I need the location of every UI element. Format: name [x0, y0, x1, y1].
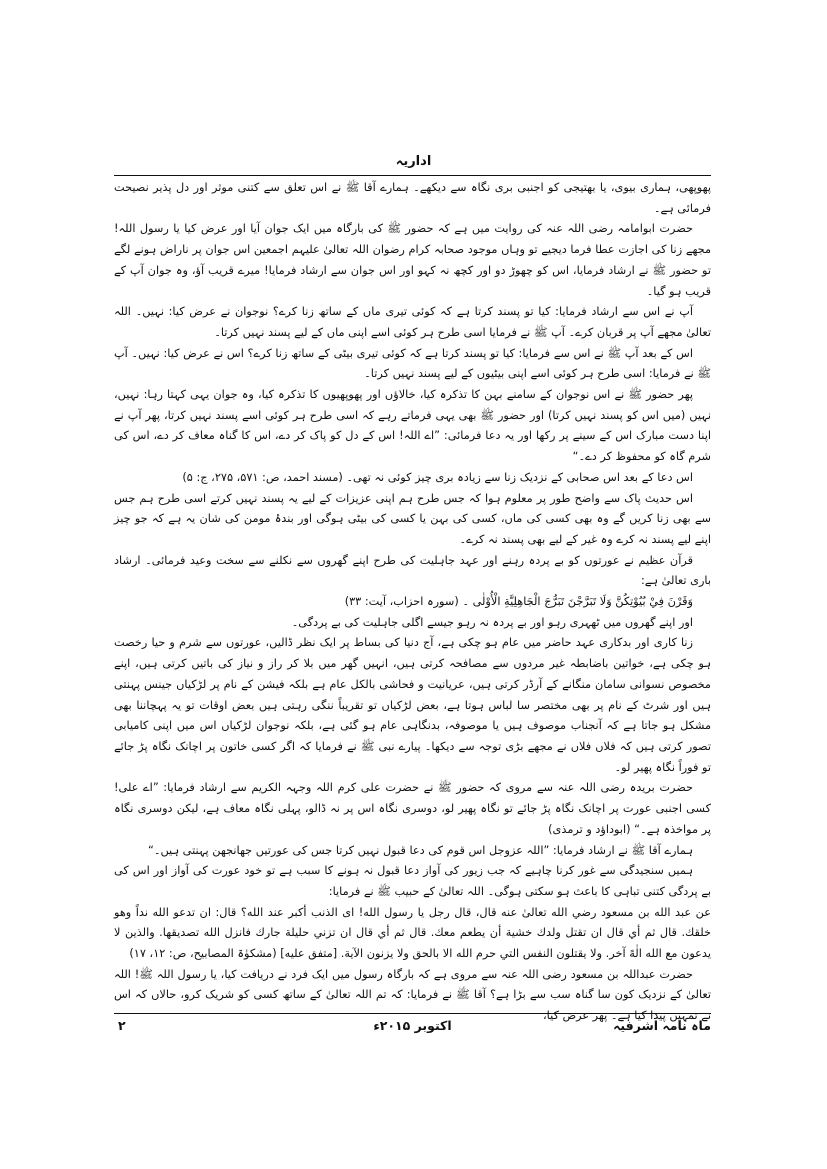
paragraph: اس کے بعد آپ ﷺ نے اس سے فرمایا: کیا تو پسند کرتا ہے کہ کوئی تیری بیٹی کے ساتھ زنا کرے؟ اس نے عرض کیا: نہیں۔ آپ ﷺ نے فرمایا: اسی طرح ہر کوئی اسے اپنی بیٹیوں کے لیے پسند نہیں کرتا۔	[114, 346, 711, 381]
paragraph: حضرت بریدہ رضی اللہ عنہ سے مروی کہ حضور ﷺ نے حضرت علی کرم اللہ وجہہ الکریم سے ارشاد فرمایا: ”اے علی! کسی اجنبی عورت پر اچانک نگاہ پڑ جائے تو نگاہ پھیر لو، دوسری نگاہ اس پر نہ ڈالو، پہلی نگاہ معاف ہے، لیکن دوسری نگاہ پر مواخذہ ہے۔“ (ابوداؤد و ترمذی)	[114, 781, 711, 836]
page-number: ۲	[118, 1018, 126, 1033]
paragraph: پھوپھی، ہماری بیوی، یا بھتیجی کو اجنبی بری نگاہ سے دیکھے۔ ہمارے آقا ﷺ نے اس تعلق سے کتنی موثر اور دل پذیر نصیحت فرمائی ہے۔	[114, 181, 711, 215]
quran-verse: وَقَرْنَ فِيْ بُيُوْتِكُنَّ وَلَا تَبَرَّجْنَ تَبَرُّجَ الْجَاهِلِيَّةِ الْأُوْلٰى ۔ (سورہ احزاب، آیت: ۳۳)	[344, 595, 693, 609]
paragraph: قرآن عظیم نے عورتوں کو بے پردہ رہنے اور عہد جاہلیت کی طرح اپنے گھروں سے نکلنے سے سخت وعید فرمائی۔ ارشاد باری تعالیٰ ہے:	[114, 553, 711, 588]
paragraph: پھر حضور ﷺ نے اس نوجوان کے سامنے بہن کا تذکرہ کیا، خالاؤں اور پھوپھیوں کا تذکرہ کیا، وہ جوان یہی کہتا رہا: نہیں، نہیں (میں اس کو پسند نہیں کرتا) اور حضور ﷺ بھی یہی فرماتے رہے کہ اسی طرح ہر کوئی اسے پسند نہیں کرتا، پھر آپ نے اپنا دست مبارک اس کے سینے پر رکھا اور یہ دعا فرمائی: ”اے اللہ! اس کے دل کو پاک کر دے، اس کا گناہ معاف کر دے، اس کی شرم گاہ کو محفوظ کر دے۔“	[114, 388, 711, 464]
page-footer	[114, 1016, 711, 1038]
paragraph: حضرت عبداللہ بن مسعود رضی اللہ عنہ سے مروی ہے کہ بارگاہ رسول میں ایک فرد نے دریافت کیا، یا رسول اللہ ﷺ! اللہ تعالیٰ کے نزدیک کون سا گناہ سب سے بڑا ہے؟ آقا ﷺ نے فرمایا: کہ تم اللہ تعالیٰ کے ساتھ کسی کو شریک کرو، حالاں کہ اس نے تمہیں پیدا کیا ہے۔ پھر عرض کیا،	[114, 967, 711, 1023]
magazine-name: ماہ نامہ اشرفیہ	[613, 1018, 711, 1033]
footer-divider	[114, 1013, 711, 1014]
paragraph: زنا کاری اور بدکاری عہد حاضر میں عام ہو چکی ہے، آج دنیا کی بساط پر ایک نظر ڈالیں، عورتوں سے شرم و حیا رخصت ہو چکی ہے، خواتین باضابطہ غیر مردوں سے مصافحہ کرتی ہیں، انہیں گھر میں بلا کر راز و نیاز کی باتیں کرتی ہیں، اپنے مخصوص نسوانی سامان منگانے کے آرڈر کرتی ہیں، عریانیت و فحاشی بالکل عام ہے بلکہ فیشن کے نام پر لڑکیاں جینس پہنتی ہیں اور شرٹ کے نام پر بھی مختصر سا لباس ہوتا ہے، بعض لڑکیاں تو تقریباً ننگی رہتی ہیں بعض اوقات تو یہ پہچاننا بھی مشکل ہو جاتا ہے کہ آنجناب موصوف ہیں یا موصوفہ، بدنگاہی عام ہو گئی ہے، بلکہ نوجوان لڑکیاں اس میں اپنی کامیابی تصور کرتی ہیں کہ فلاں فلاں نے مجھے بڑی توجہ سے دیکھا۔ پیارے نبی ﷺ نے فرمایا کہ اگر کسی خاتون پر اچانک نگاہ پڑ جائے تو فوراً نگاہ پھیر لو۔	[114, 636, 711, 774]
paragraph: ہمیں سنجیدگی سے غور کرنا چاہیے کہ جب زیور کی آواز دعا قبول نہ ہونے کا سبب ہے تو خود عورت کی آواز اور اس کی بے پردگی کتنی تباہی کا باعث ہو سکتی ہوگی۔ اللہ تعالیٰ کے حبیب ﷺ نے فرمایا:	[114, 864, 711, 898]
paragraph: اس حدیث پاک سے واضح طور پر معلوم ہوا کہ جس طرح ہم اپنی عزیزات کے لیے یہ پسند نہیں کرتے اسی طرح ہم جس سے بھی زنا کریں گے وہ بھی کسی کی ماں، کسی کی بہن یا کسی کی بیٹی ہوگی اور بندۂ مومن کی شان یہ ہے کہ جو چیز اپنے لیے پسند نہ کرے وہ غیر کے لیے بھی پسند نہ کرے۔	[114, 491, 711, 546]
issue-date: اکتوبر ۲۰۱۵ء	[373, 1018, 452, 1033]
arabic-hadith: عن عبد الله بن مسعود رضي الله تعالىٰ عنه قال، قال رجل يا رسول الله! اى الذنب أكبر عند الله؟ قال: ان تدعو الله نداً وهو خلقك. قال ثم أي قال ان تقتل ولدك خشية أن يطعم معك. قال ثم أي قال ان تزني حليلة جارك فانزل الله تصديقها. والذين لا يدعون مع الله الٰهً آخر. ولا يقتلون النفس التي حرم الله الا بالحق ولا يزنون الآية. [متفق عليه] (مشکوٰۃ المصابیح، ص: ۱۲، ۱۷)	[114, 905, 711, 961]
paragraph: آپ نے اس سے ارشاد فرمایا: کیا تو پسند کرتا ہے کہ کوئی تیری ماں کے ساتھ زنا کرے؟ نوجوان نے عرض کیا: نہیں۔ اللہ تعالیٰ مجھے آپ پر قربان کرے۔ آپ ﷺ نے فرمایا اسی طرح ہر کوئی اسے اپنی ماں کے لیے پسند نہیں کرتا۔	[114, 305, 711, 339]
article-body	[114, 178, 711, 1023]
section-title: اداریہ	[395, 154, 432, 169]
verse-translation: اور اپنے گھروں میں ٹھہری رہو اور بے پردہ نہ رہو جیسے اگلی جاہلیت کی بے پردگی۔	[291, 615, 693, 629]
paragraph: حضرت ابوامامہ رضی اللہ عنہ کی روایت میں ہے کہ حضور ﷺ کی بارگاہ میں ایک جوان آیا اور عرض کیا یا رسول اللہ! مجھے زنا کی اجازت عطا فرما دیجیے تو وہاں موجود صحابہ کرام رضوان اللہ تعالیٰ علیہم اجمعین اس جوان پر ناراض ہونے لگے تو حضور ﷺ نے ارشاد فرمایا، اس کو چھوڑ دو اور کچھ نہ کہو اور اس جوان سے ارشاد فرمایا! میرے قریب آؤ، وہ جوان آپ کے قریب ہو گیا۔	[114, 222, 711, 298]
paragraph: اس دعا کے بعد اس صحابی کے نزدیک زنا سے زیادہ بری چیز کوئی نہ تھی۔ (مسند احمد، ص: ۵۷۱، ۲۷۵، ج: ۵)	[182, 470, 693, 484]
header-divider	[114, 175, 711, 176]
paragraph: ہمارے آقا ﷺ نے ارشاد فرمایا: ”اللہ عزوجل اس قوم کی دعا قبول نہیں کرتا جس کی عورتیں جھانجھن پہنتی ہیں۔“	[147, 843, 693, 857]
